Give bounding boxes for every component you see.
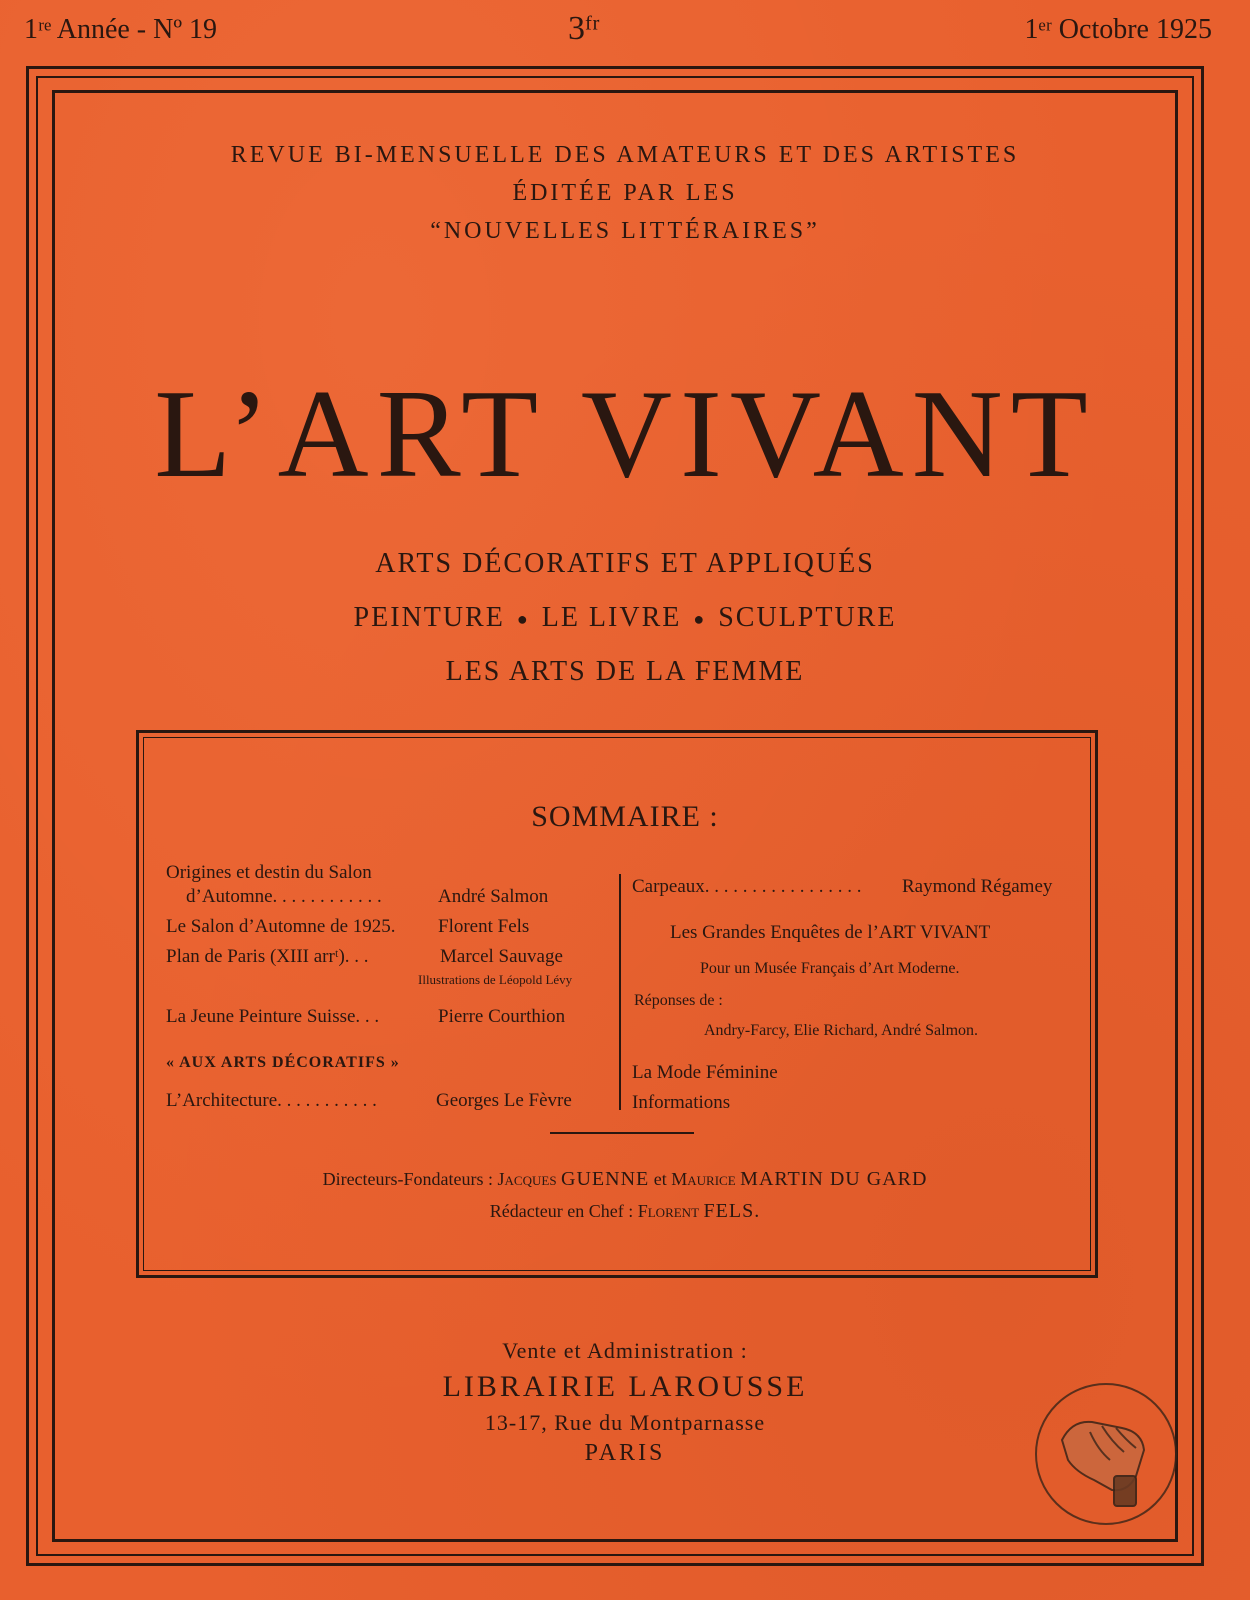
editor-label: Rédacteur en Chef :	[489, 1201, 634, 1221]
masthead-title: L’ART VIVANT	[154, 365, 1096, 504]
issue-date: 1ᵉʳ Octobre 1925	[1024, 14, 1212, 45]
bullet-icon: ●	[516, 609, 530, 630]
directors-and: et	[653, 1169, 667, 1189]
tagline-publication: “NOUVELLES LITTÉRAIRES”	[430, 218, 820, 244]
price: 3ᶠʳ	[568, 10, 600, 47]
toc-entry-author: Pierre Courthion	[438, 1006, 566, 1027]
director1-last: GUENNE	[561, 1168, 650, 1190]
publisher-address: 13-17, Rue du Montparnasse	[484, 1410, 766, 1435]
toc-entry-title: La Mode Féminine	[632, 1062, 778, 1083]
toc-entry-author: Georges Le Fèvre	[436, 1090, 572, 1111]
year-issue: 1ʳᵉ Année - Nº 19	[24, 14, 218, 45]
tagline-review: REVUE BI-MENSUELLE DES AMATEURS ET DES ARTISTES	[230, 142, 1020, 168]
toc-entry-title: L’Architecture. . . . . . . . . . .	[166, 1090, 377, 1111]
director2-first: Maurice	[671, 1169, 736, 1189]
bullet-icon: ●	[693, 609, 707, 630]
toc-entry-author: Marcel Sauvage	[440, 946, 563, 967]
toc-entry-subtitle: Pour un Musée Français d’Art Moderne.	[700, 960, 960, 977]
director2-last: MARTIN DU GARD	[740, 1168, 928, 1190]
toc-entry-note: Illustrations de Léopold Lévy	[418, 972, 573, 987]
toc-entry-title: Origines et destin du Salon	[166, 862, 372, 883]
sommaire-title: SOMMAIRE :	[531, 800, 719, 833]
toc-section-heading: « AUX ARTS DÉCORATIFS »	[166, 1054, 400, 1071]
toc-entry-label: Réponses de :	[634, 992, 723, 1009]
directors-credit	[0, 1168, 1250, 1191]
toc-entry-title: Plan de Paris (XIII arrᵗ). . .	[166, 946, 369, 967]
editor-last: FELS.	[703, 1200, 761, 1222]
toc-entry-title: Carpeaux. . . . . . . . . . . . . . . . .	[632, 876, 862, 897]
library-stamp-icon	[1032, 1380, 1180, 1528]
toc-entry-title: Informations	[632, 1092, 731, 1113]
toc-entry-respondents: Andry-Farcy, Elie Richard, André Salmon.	[704, 1022, 979, 1039]
publisher-label: Vente et Administration :	[502, 1338, 748, 1363]
subhead-womens-arts: LES ARTS DE LA FEMME	[445, 656, 805, 687]
publisher-city: PARIS	[584, 1440, 666, 1466]
subhead-decorative-arts: ARTS DÉCORATIFS ET APPLIQUÉS	[375, 548, 875, 579]
subhead-painting: PEINTURE	[353, 602, 505, 633]
separator-rule	[550, 1132, 694, 1134]
subhead-disciplines	[0, 602, 1250, 634]
toc-entry-title: Les Grandes Enquêtes de l’ART VIVANT	[670, 922, 991, 943]
publisher-name: LIBRAIRIE LAROUSSE	[442, 1370, 808, 1403]
subhead-sculpture: SCULPTURE	[718, 602, 897, 633]
editor-credit	[0, 1200, 1250, 1223]
toc-entry-title: d’Automne. . . . . . . . . . . .	[186, 886, 382, 907]
toc-entry-author: André Salmon	[438, 886, 549, 907]
directors-label: Directeurs-Fondateurs :	[322, 1169, 494, 1189]
subhead-book: LE LIVRE	[541, 602, 682, 633]
tagline-edited-by: ÉDITÉE PAR LES	[512, 180, 738, 206]
toc-entry-author: Raymond Régamey	[902, 876, 1053, 897]
director1-first: Jacques	[497, 1169, 557, 1189]
toc-entry-title: Le Salon d’Automne de 1925.	[166, 916, 396, 937]
toc-entry-title: La Jeune Peinture Suisse. . .	[166, 1006, 380, 1027]
column-divider	[619, 874, 621, 1110]
editor-first: Florent	[637, 1201, 700, 1221]
toc-entry-author: Florent Fels	[438, 916, 530, 937]
